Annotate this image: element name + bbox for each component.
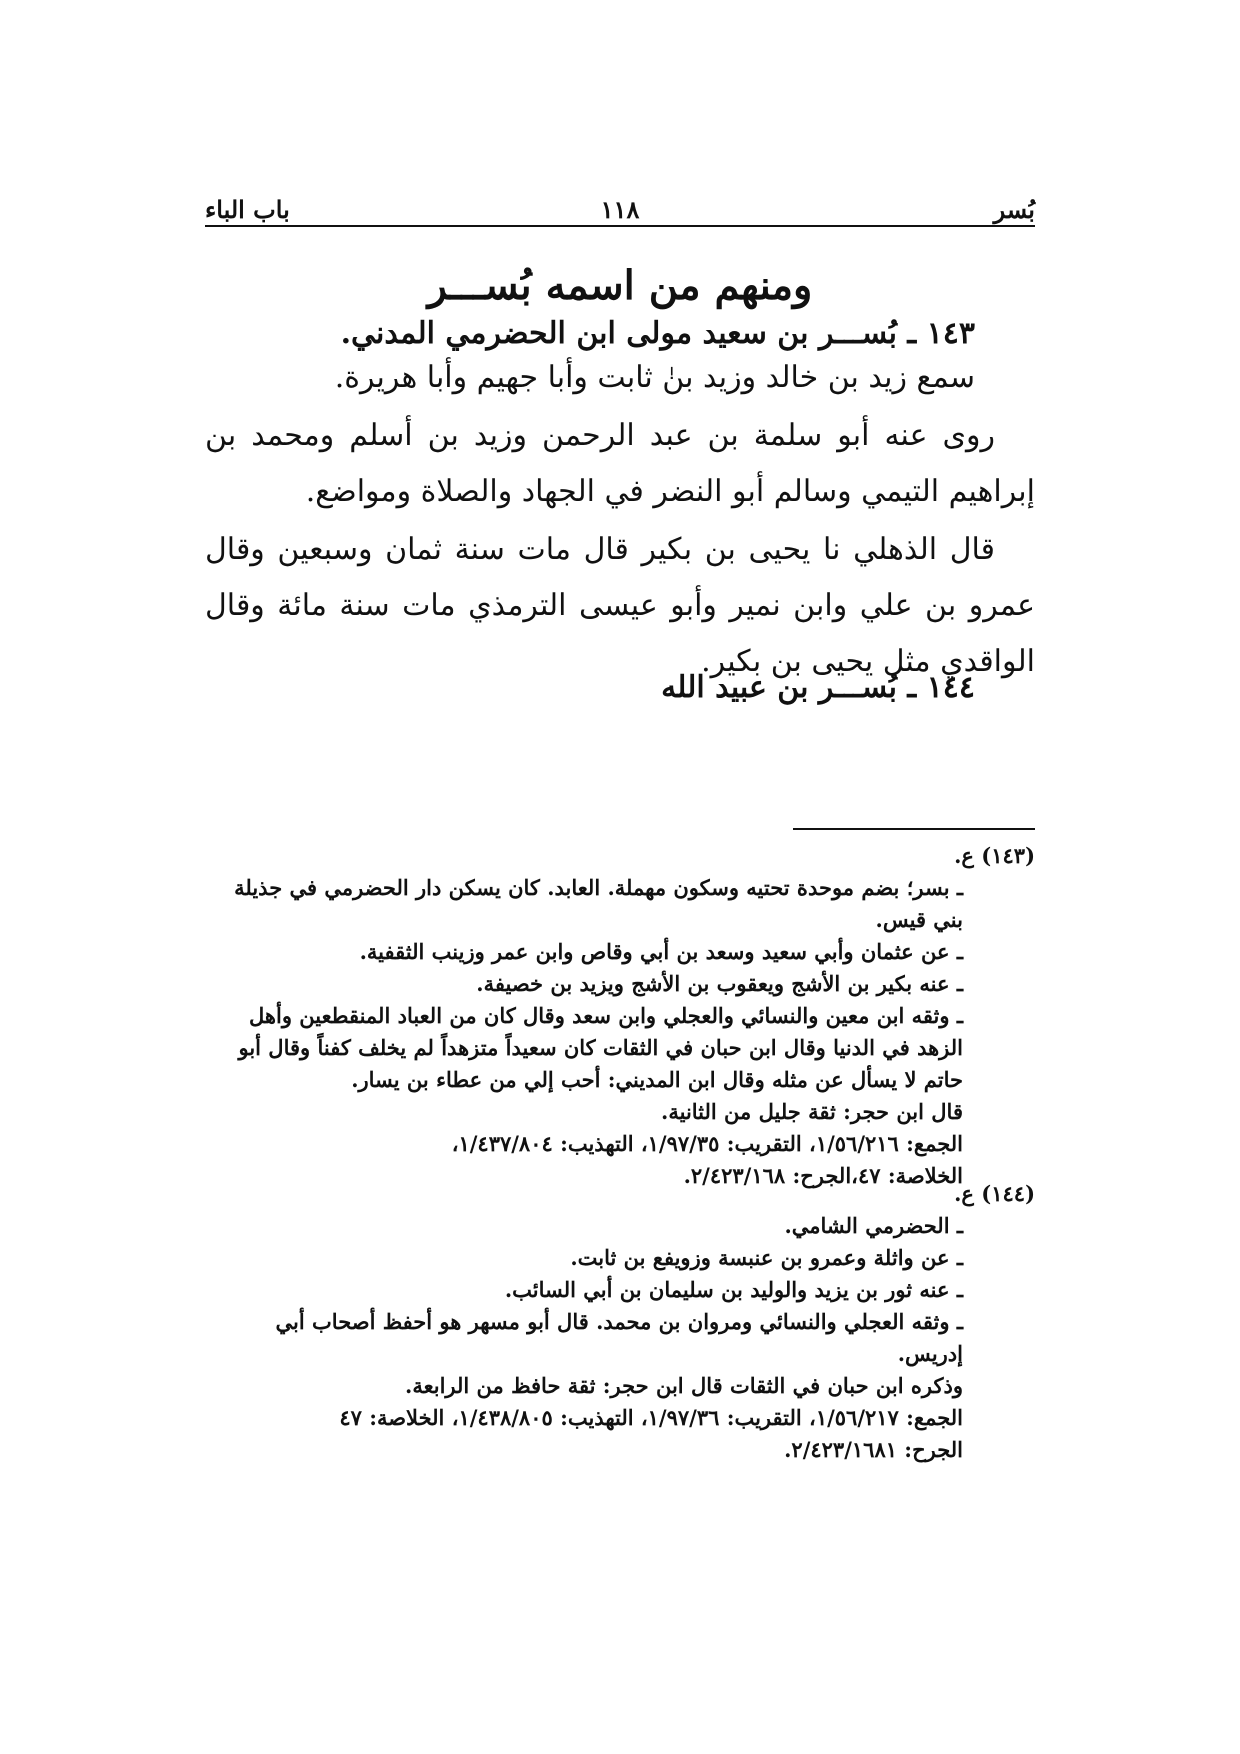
footnote-144-marker: (١٤٤) ع. <box>954 1181 1035 1206</box>
footnote-144 <box>205 1178 1035 1466</box>
footnote-144-line: الجرح: ٢/٤٢٣/١٦٨١. <box>784 1437 963 1462</box>
footnote-144-line: الجمع: ١/٥٦/٢١٧، التقريب: ١/٩٧/٣٦، التهذيب: ١/٤٣٨/٨٠٥، الخلاصة: ٤٧ <box>339 1405 963 1430</box>
footnote-143-line: قال ابن حجر: ثقة جليل من الثانية. <box>661 1099 963 1124</box>
entry-143-head: ١٤٣ ـ بُســـر بن سعيد مولى ابن الحضرمي المدني. <box>340 316 975 351</box>
page-number: ١١٨ <box>600 195 640 224</box>
footnote-143-line: الخلاصة: ٤٧،الجرح: ٢/٤٢٣/١٦٨. <box>683 1163 963 1188</box>
footnote-144-line: وذكره ابن حبان في الثقات قال ابن حجر: ثقة حافظ من الرابعة. <box>405 1373 963 1398</box>
footnote-143 <box>205 840 1035 1192</box>
header-entry-name: بُسر <box>993 195 1035 224</box>
footnote-143-line: ـ وثقه ابن معين والنسائي والعجلي وابن سعد وقال كان من العباد المنقطعين وأهل الزهد في الدنيا وقال ابن حبان في الثقات كان سعيداً متزهداً لم يخلف كفناً وقال أبو حاتم لا يسأل عن مثله وقال ابن المديني: أحب إلي من عطاء بن يسار. <box>238 1003 963 1092</box>
footnote-144-line: ـ الحضرمي الشامي. <box>784 1213 963 1238</box>
header-rule <box>205 225 1035 227</box>
section-title: ومنهم من اسمه بُســـر <box>427 262 813 309</box>
entry-144-head: ١٤٤ ـ بُســـر بن عبيد الله <box>661 670 975 705</box>
footnote-143-line: الجمع: ١/٥٦/٢١٦، التقريب: ١/٩٧/٣٥، التهذيب: ١/٤٣٧/٨٠٤، <box>451 1131 963 1156</box>
footnote-144-line: ـ وثقه العجلي والنسائي ومروان بن محمد. قال أبو مسهر هو أحفظ أصحاب أبي إدريس. <box>275 1309 963 1366</box>
entry-143-narrators: روى عنه أبو سلمة بن عبد الرحمن وزيد بن أسلم ومحمد بن إبراهيم التيمي وسالم أبو النضر في الجهاد والصلاة ومواضع. <box>205 418 1035 509</box>
entry-143-death: قال الذهلي نا يحيى بن بكير قال مات سنة ثمان وسبعين وقال عمرو بن علي وابن نمير وأبو عيسى الترمذي مات سنة مائة وقال الواقدي مثل يحيى بن بكير. <box>205 532 1035 679</box>
footnote-144-line: ـ عنه ثور بن يزيد والوليد بن سليمان بن أبي السائب. <box>504 1277 963 1302</box>
running-header <box>205 195 1035 227</box>
footnote-143-marker: (١٤٣) ع. <box>954 843 1035 868</box>
footnote-143-line: ـ عن عثمان وأبي سعيد وسعد بن أبي وقاص وابن عمر وزينب الثقفية. <box>359 939 963 964</box>
footnote-rule <box>793 828 1035 830</box>
header-chapter: باب الباء <box>205 195 290 224</box>
footnote-143-line: ـ عنه بكير بن الأشج ويعقوب بن الأشج ويزيد بن خصيفة. <box>476 971 963 996</box>
footnote-143-line: ـ بسر؛ بضم موحدة تحتيه وسكون مهملة. العابد. كان يسكن دار الحضرمي في جذيلة بني قيس. <box>234 875 963 932</box>
entry-143-heard-from: سمع زيد بن خالد وزيد بنٰ ثابت وأبا جهيم وأبا هريرة. <box>334 360 975 395</box>
footnote-144-line: ـ عن واثلة وعمرو بن عنبسة وزويفع بن ثابت. <box>570 1245 963 1270</box>
